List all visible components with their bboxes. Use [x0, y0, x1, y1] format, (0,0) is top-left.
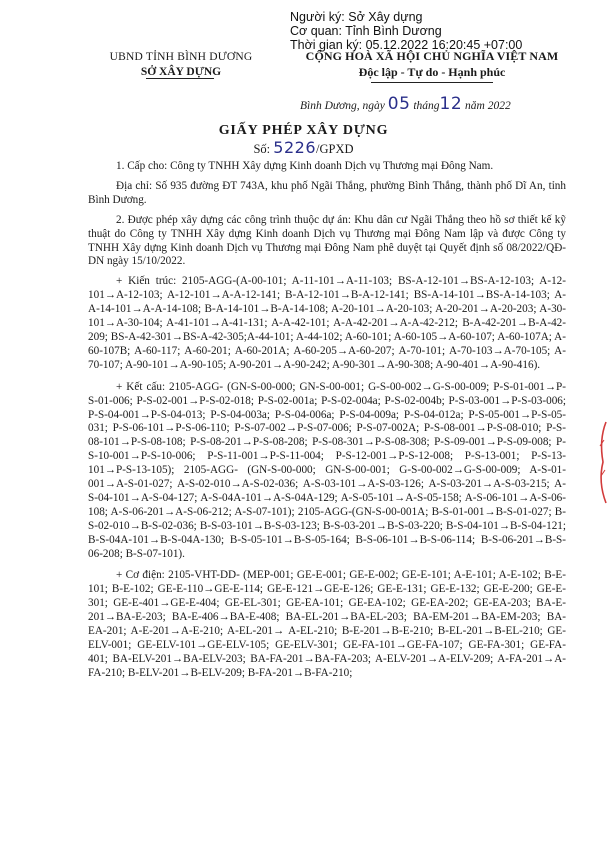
signature-agency: Cơ quan: Tỉnh Bình Dương — [290, 24, 442, 38]
digital-signature-block — [290, 10, 522, 52]
signature-time: Thời gian ký: 05.12.2022 16:20:45 +07:00 — [290, 38, 523, 52]
document-title: GIẤY PHÉP XÂY DỰNG — [218, 123, 389, 138]
date-year: năm 2022 — [465, 100, 511, 112]
province-committee: UBND TỈNH BÌNH DƯƠNG — [109, 51, 253, 63]
date-day-handwritten: 05 — [387, 94, 411, 114]
national-motto-header — [282, 48, 582, 80]
date-month-handwritten: 12 — [439, 94, 463, 114]
signature-signer: Người ký: Sở Xây dựng — [290, 10, 423, 24]
permit-number — [0, 138, 607, 157]
issue-date-line — [300, 94, 590, 114]
paragraph-recipient: 1. Cấp cho: Công ty TNHH Xây dựng Kinh doanh Dịch vụ Thương mại Đông Nam. — [116, 160, 494, 172]
structure-drawing-list: + Kết cấu: 2105-AGG- (GN-S-00-000; GN-S-00-001; G-S-00-002→G-S-00-009; P-S-01-001→P-S-01-006; P-S-02-001→P-S-02-018; P-S-02-001a; P-S-02-004a; P-S-02-004b; P-S-03-001→P-S-03-006; P-S-04-001→P-S-04-013; P-S-04-003a; P-S-04-006a; P-S-04-009a; P-S-04-012a; P-S-05-001→P-S-05-031; P-S-06-101→P-S-06-110; P-S-07-002→P-S-07-006; P-S-07-002A; P-S-08-001→P-S-08-010; P-S-08-101→P-S-08-108; P-S-08-201→P-S-08-208; P-S-08-301→P-S-08-308; P-S-09-001→P-S-09-008; P-S-10-001→P-S-10-006; P-S-11-001→P-S-11-004; P-S-12-001→P-S-12-008; P-S-13-001; P-S-13-101→P-S-13-105); 2105-AGG- (GN-S-00-000; GN-S-00-001; G-S-00-002→G-S-00-009; A-S-01-001→A-S-01-027; A-S-02-010→A-S-02-036; A-S-03-101→A-S-03-126; A-S-03-201→A-S-03-215; A-S-04-101→A-S-04-127; A-S-04A-101→A-S-04A-129; A-S-05-101→A-S-05-158; A-S-06-101→A-S-06-108; A-S-06-201→A-S-06-212; A-S-07-101); 2105-AGG-(GN-S-00-001A; B-S-01-001→B-S-01-027; B-S-02-010→B-S-02-036; B-S-03-101→B-S-03-123; B-S-03-201→B-S-03-220; B-S-04-101→B-S-04-121; B-S-04A-101→B-S-04A-130; B-S-05-101→B-S-05-164; B-S-06-101→B-S-06-114; B-S-06-201→B-S-06-208; B-S-07-101). — [88, 380, 566, 560]
date-month-word: tháng — [413, 100, 440, 112]
document-body — [88, 160, 566, 681]
agency-underline — [146, 78, 214, 79]
country-name: CỘNG HOÀ XÃ HỘI CHỦ NGHĨA VIỆT NAM — [305, 49, 559, 63]
red-stamp-edge — [597, 420, 607, 505]
architecture-drawing-list: + Kiến trúc: 2105-AGG-(A-00-101; A-11-101→A-11-103; BS-A-12-101→BS-A-12-103; A-12-101→A-12-103; A-12-101→A-A-12-141; B-A-12-101→B-A-12-141; BS-A-14-101→BS-A-14-103; A-A-14-101→A-A-14-108; B-A-14-101→B-A-14-108; A-20-101→A-20-103; A-20-201→A-20-203; A-30-101→A-30-104; A-41-101→A-41-131; A-A-42-101; A-A-42-201→A-A-42-212; B-A-42-201→B-A-42-209; BS-A-42-301→BS-A-42-305;A-44-101; A-44-102; A-60-101; A-60-105→A-60-107; A-60-107A; A-60-107B; A-60-117; A-60-201; A-60-201A; A-60-205→A-60-207; A-70-101; A-70-103→A-70-105; A-70-107; A-90-101→A-90-105; A-90-201→A-90-242; A-90-301→A-90-308; A-90-401→A-90-416). — [88, 275, 566, 371]
motto-underline — [371, 82, 493, 83]
number-prefix: Số: — [253, 142, 271, 156]
date-prefix: Bình Dương, ngày — [300, 100, 385, 112]
number-suffix: /GPXD — [316, 142, 354, 156]
department-name: SỞ XÂY DỰNG — [140, 66, 222, 78]
paragraph-permission: 2. Được phép xây dựng các công trình thuộc dự án: Khu dân cư Ngãi Thắng theo hồ sơ thiết kế kỹ thuật do Công ty TNHH Xây dựng Kinh doanh Dịch vụ Thương mại Đông Nam lập và được Công ty TNHH Xây dựng Kinh doanh Dịch vụ Thương mại Đông Nam phê duyệt tại Quyết định số 08/2022/QĐ-DN ngày 15/10/2022. — [88, 213, 566, 268]
paragraph-address: Địa chỉ: Số 935 đường ĐT 743A, khu phố Ngãi Thắng, phường Bình Thắng, thành phố Dĩ An, tỉnh Bình Dương. — [88, 179, 566, 206]
motto: Độc lập - Tự do - Hạnh phúc — [358, 65, 506, 79]
number-handwritten: 5226 — [273, 138, 316, 157]
mep-drawing-list: + Cơ điện: 2105-VHT-DD- (MEP-001; GE-E-001; GE-E-002; GE-E-101; A-E-101; A-E-102; B-E-101; B-E-102; GE-E-110→GE-E-114; GE-E-121→GE-E-126; GE-E-131; GE-E-132; GE-E-200; GE-E-301; GE-E-401→GE-E-404; GE-EL-301; GE-EA-101; GE-EA-102; GE-EA-202; GE-EA-203; BA-E-201→BA-E-203; BA-E-406→BA-E-408; BA-EL-201→BA-EL-203; BA-EM-201→BA-EM-203; BA-EA-201; A-E-201→A-E-210; A-EL-201→ A-EL-210; B-E-201→B-E-210; B-EL-201→B-EL-210; GE-ELV-001; GE-ELV-101→GE-ELV-105; GE-ELV-301; GE-FA-101→GE-FA-107; GE-FA-301; GE-FA-401; BA-ELV-201→BA-ELV-203; BA-FA-201→BA-FA-203; A-ELV-201→A-ELV-209; A-FA-201→A-FA-210; B-ELV-201→B-ELV-209; B-FA-201→B-FA-210; — [88, 569, 566, 679]
issuing-agency-header — [96, 50, 266, 80]
